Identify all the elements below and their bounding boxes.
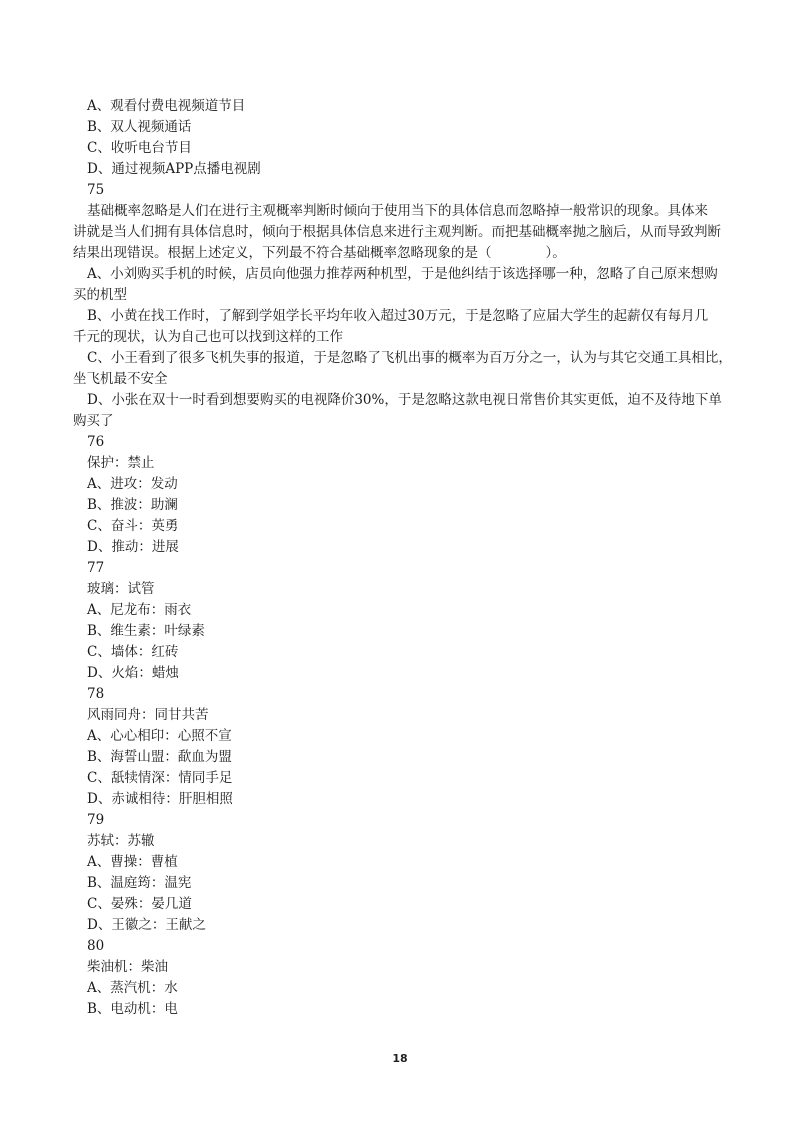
q76-option-a: A、进攻：发动 [87, 476, 178, 492]
q76-option-d: D、推动：进展 [87, 539, 179, 555]
q77-option-c: C、墙体：红砖 [87, 644, 179, 660]
q75-option-b-line-2: 千元的现状，认为自己也可以找到这样的工作 [73, 329, 343, 345]
q79-option-a: A、曹操：曹植 [87, 854, 178, 870]
q75-option-a-line-2: 买的机型 [73, 287, 127, 303]
option-a-prev: A、观看付费电视频道节目 [87, 98, 246, 114]
q76-option-b: B、推波：助澜 [87, 497, 178, 513]
q75-stem-line-2: 讲就是当人们拥有具体信息时，倾向于根据具体信息来进行主观判断。而把基础概率抛之脑后，从而导致判断 [73, 224, 721, 240]
q77-option-a: A、尼龙布：雨衣 [87, 602, 192, 618]
q80-stem: 柴油机：柴油 [87, 959, 168, 975]
q75-option-a-line-1: A、小刘购买手机的时候，店员向他强力推荐两种机型，于是他纠结于该选择哪一种，忽略了自己原来想购 [87, 266, 718, 282]
option-d-prev: D、通过视频APP点播电视剧 [87, 161, 261, 177]
q77-option-b: B、维生素：叶绿素 [87, 623, 205, 639]
q75-stem-line-3: 结果出现错误。根据上述定义，下列最不符合基础概率忽略现象的是（ ）。 [73, 245, 566, 261]
question-number-77: 77 [87, 560, 105, 576]
question-number-79: 79 [87, 812, 105, 828]
q80-option-b: B、电动机：电 [87, 1001, 178, 1017]
q79-option-c: C、晏殊：晏几道 [87, 896, 192, 912]
q80-option-a: A、蒸汽机：水 [87, 980, 178, 996]
q79-option-d: D、王徽之：王献之 [87, 917, 206, 933]
q75-option-c-line-1: C、小王看到了很多飞机失事的报道，于是忽略了飞机出事的概率为百万分之一，认为与其它交通工具相比， [87, 350, 732, 366]
q79-option-b: B、温庭筠：温宪 [87, 875, 192, 891]
q75-option-d-line-1: D、小张在双十一时看到想要购买的电视降价30%，于是忽略这款电视日常售价其实更低，迫不及待地下单 [87, 392, 722, 408]
q75-option-c-line-2: 坐飞机最不安全 [73, 371, 168, 387]
q76-stem: 保护：禁止 [87, 455, 155, 471]
question-number-78: 78 [87, 686, 105, 702]
q78-option-c: C、舐犊情深：情同手足 [87, 770, 233, 786]
q75-stem-line-1: 基础概率忽略是人们在进行主观概率判断时倾向于使用当下的具体信息而忽略掉一般常识的现象。具体来 [87, 203, 708, 219]
q79-stem: 苏轼：苏辙 [87, 833, 155, 849]
q78-stem: 风雨同舟：同甘共苦 [87, 707, 209, 723]
q77-stem: 玻璃：试管 [87, 581, 155, 597]
q75-option-d-line-2: 购买了 [73, 413, 114, 429]
q78-option-d: D、赤诚相待：肝胆相照 [87, 791, 233, 807]
page-content [73, 96, 773, 1020]
question-number-80: 80 [87, 938, 105, 954]
question-number-76: 76 [87, 434, 105, 450]
question-number-75: 75 [87, 182, 105, 198]
option-c-prev: C、收听电台节目 [87, 140, 192, 156]
option-b-prev: B、双人视频通话 [87, 119, 192, 135]
page-number: 18 [392, 1052, 408, 1065]
q77-option-d: D、火焰：蜡烛 [87, 665, 179, 681]
q78-option-b: B、海誓山盟：歃血为盟 [87, 749, 232, 765]
q75-option-b-line-1: B、小黄在找工作时，了解到学姐学长平均年收入超过30万元，于是忽略了应届大学生的起薪仅有每月几 [87, 308, 709, 324]
q76-option-c: C、奋斗：英勇 [87, 518, 179, 534]
q78-option-a: A、心心相印：心照不宣 [87, 728, 232, 744]
